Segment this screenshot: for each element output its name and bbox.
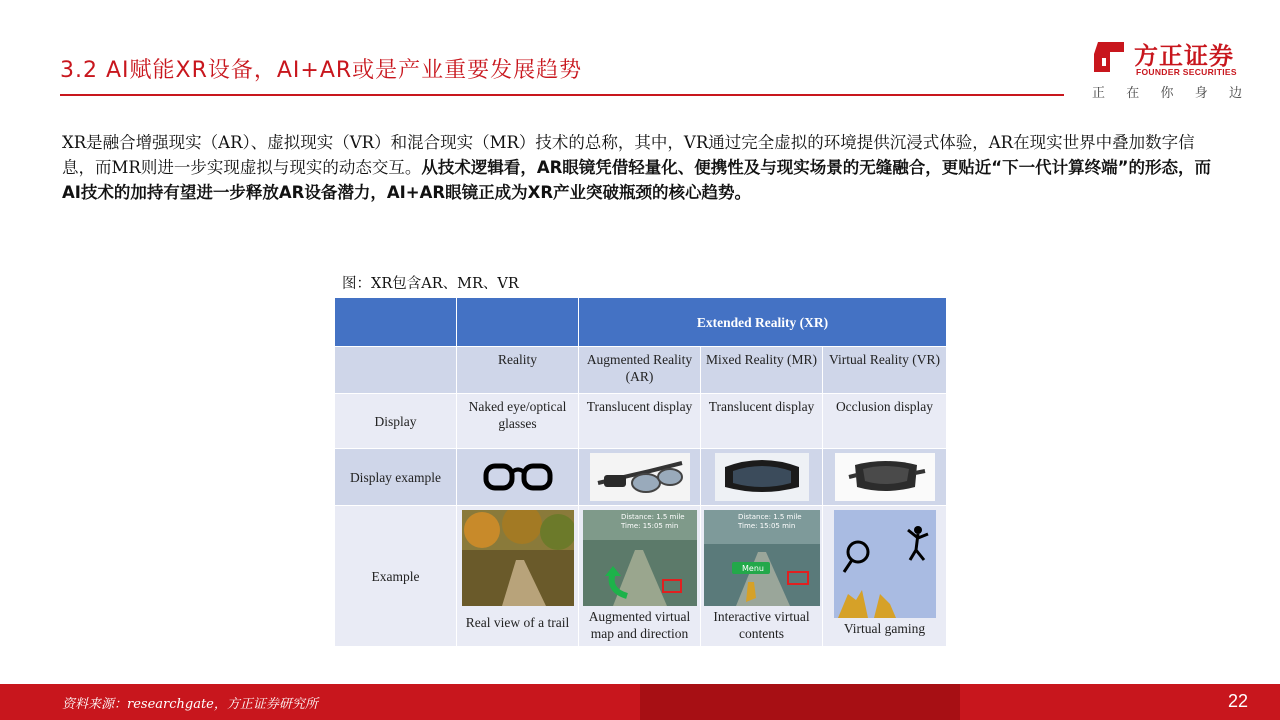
ar-overlay-time: Time: 15:05 min <box>620 522 678 530</box>
figure-caption: 图：XR包含AR、MR、VR <box>342 276 519 292</box>
column-header-reality: Reality <box>457 347 579 394</box>
mr-headset-image <box>715 453 809 501</box>
page-title: 3.2 AI赋能XR设备，AI+AR或是产业重要发展趋势 <box>60 58 583 83</box>
founder-logo-icon <box>1090 38 1128 76</box>
slogan-char: 在 <box>1126 86 1140 101</box>
slogan-char: 你 <box>1160 86 1174 101</box>
example-caption: Real view of a trail <box>465 615 570 630</box>
column-header-mr: Mixed Reality (MR) <box>701 347 823 394</box>
row-label-display: Display <box>335 394 457 449</box>
table-cell: Naked eye/optical glasses <box>457 394 579 449</box>
footer-source: 资料来源：researchgate，方正证券研究所 <box>62 697 318 712</box>
table-corner-cell <box>335 298 457 347</box>
table-cell <box>701 449 823 506</box>
table-cell <box>579 506 701 647</box>
slogan-char: 边 <box>1228 86 1242 101</box>
example-caption: Augmented virtual map and direction <box>588 609 691 641</box>
mr-overlay-menu: Menu <box>742 564 764 573</box>
page-number: 22 <box>1227 691 1248 711</box>
table-cell <box>457 506 579 647</box>
table-cell <box>823 506 947 647</box>
table-cell <box>701 506 823 647</box>
vr-headset-image <box>835 453 935 501</box>
xr-group-header: Extended Reality (XR) <box>579 298 947 347</box>
slogan-char: 身 <box>1194 86 1208 101</box>
column-header-ar: Augmented Reality (AR) <box>579 347 701 394</box>
ar-glasses-image <box>590 453 690 501</box>
vr-gaming-image <box>834 510 936 618</box>
table-cell <box>457 449 579 506</box>
mr-interactive-image <box>704 510 820 606</box>
body-bold-text: 从技术逻辑看，AR眼镜凭借轻量化、便携性及与现实场景的无缝融合，更贴近“下一代计算终端”的形态，而AI技术的加持有望进一步释放AR设备潜力，AI+AR眼镜正成为XR产业突破瓶颈的核心趋势。 <box>62 158 1211 202</box>
slogan-char: 正 <box>1092 86 1106 101</box>
example-caption: Interactive virtual contents <box>713 609 810 641</box>
row-label-example: Example <box>335 506 457 647</box>
table-cell: Occlusion display <box>823 394 947 449</box>
logo-chinese-name: 方正证券 <box>1134 42 1234 70</box>
table-corner-cell <box>335 347 457 394</box>
table-cell <box>823 449 947 506</box>
table-cell: Translucent display <box>579 394 701 449</box>
table-cell <box>579 449 701 506</box>
footer-accent <box>640 684 960 720</box>
example-caption: Virtual gaming <box>843 621 926 636</box>
body-normal-text: XR是融合增强现实（AR）、虚拟现实（VR）和混合现实（MR）技术的总称，其中，VR通过完全虚拟的环境提供沉浸式体验，AR在现实世界中叠加数字信息，而MR则进一步实现虚拟与现实的动态交互。 <box>62 133 1195 177</box>
table-header-empty <box>457 298 579 347</box>
glasses-icon <box>483 460 553 494</box>
mr-overlay-time: Time: 15:05 min <box>738 522 796 530</box>
forest-trail-image <box>462 510 574 606</box>
xr-comparison-table <box>334 297 947 647</box>
body-paragraph <box>62 130 1222 205</box>
footer-bar <box>0 684 1280 720</box>
table-cell: Translucent display <box>701 394 823 449</box>
mr-overlay-distance: Distance: 1.5 mile <box>738 513 802 521</box>
title-divider <box>60 94 1064 96</box>
ar-overlay-distance: Distance: 1.5 mile <box>620 513 685 521</box>
company-slogan <box>1092 82 1242 101</box>
ar-map-image <box>583 510 697 606</box>
row-label-display-example: Display example <box>335 449 457 506</box>
column-header-vr: Virtual Reality (VR) <box>823 347 947 394</box>
logo-english-name: FOUNDER SECURITIES <box>1136 67 1237 77</box>
